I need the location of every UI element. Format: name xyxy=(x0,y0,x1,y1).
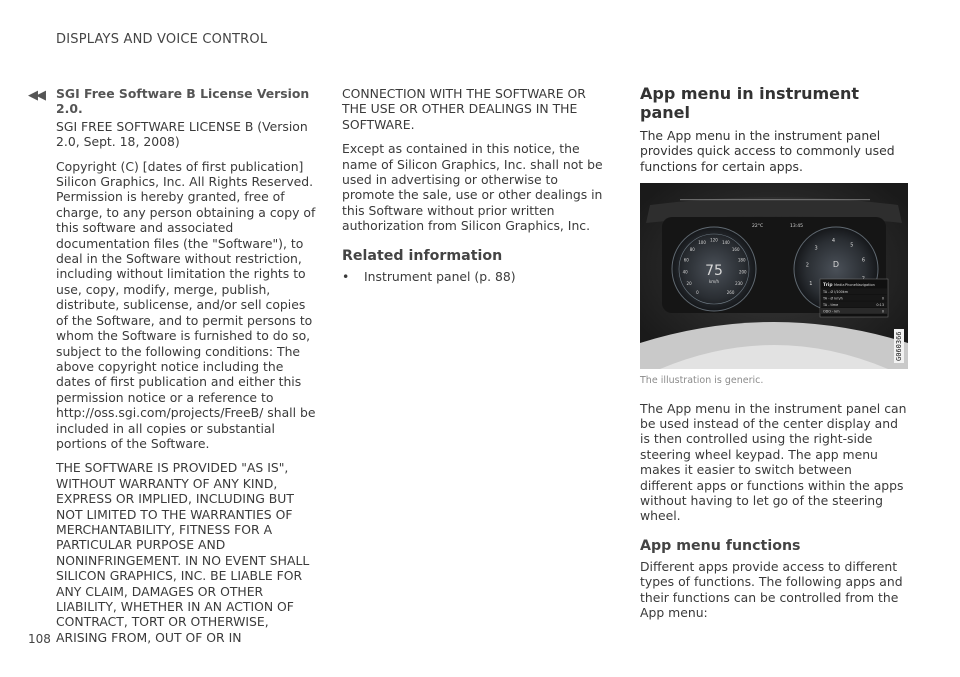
app-menu-body: The App menu in the instrument panel can be used instead of the center display and is then controlled using the right-side steering wheel keypad. The app menu makes it easier to switch between different apps or functions within the apps without having to let go of the steering wheel. xyxy=(640,400,907,524)
app-tab-phone: Phone xyxy=(845,283,856,288)
app-menu-intro: The App menu in the instrument panel provides quick access to commonly used functions for certain apps. xyxy=(640,128,895,174)
instrument-panel-link[interactable]: Instrument panel (p. 88) xyxy=(364,268,516,284)
speed-tick-0: 0 xyxy=(696,290,699,296)
license-subheading: SGI Free Software B License Version 2.0. xyxy=(56,86,310,117)
license-permission: Copyright (C) [dates of first publication] Silicon Graphics, Inc. All Rights Reserved. Permission is hereby granted, free of charge, to any person obtaining a copy of this software and associated documentation files (the "Software"), to deal in the Software without restriction, including without limitation the rights to use, copy, modify, merge, publish, distribute, sublicense, and/or sell copies of the Software, and to permit persons to whom the Software is furnished to do so, subject to the following conditions: The above copyright notice including the dates of first publication and either this permission notice or a reference to http://oss.sgi.com/projects/FreeB/ shall be included in all copies or substantial portions of the Software. xyxy=(56,158,316,451)
bullet-icon: • xyxy=(342,268,350,284)
license-version: SGI FREE SOFTWARE LICENSE B (Version 2.0, Sept. 18, 2008) xyxy=(56,118,308,150)
temperature-readout: 22°C xyxy=(752,224,764,230)
app-menu-column xyxy=(640,84,908,630)
app-menu-row-label: TA - time xyxy=(823,303,839,308)
app-menu-row-label: TA - Ø l/100km xyxy=(823,290,849,295)
license-name-notice: Except as contained in this notice, the name of Silicon Graphics, Inc. shall not be used in advertising or otherwise to promote the sale, use or other dealings in this Software without prior written authorization from Silicon Graphics, Inc. xyxy=(342,141,603,234)
app-menu-functions-text: Different apps provide access to different types of functions. The following apps and their functions can be controlled from the App menu: xyxy=(640,558,903,621)
app-menu-heading: App menu in instrument panel xyxy=(640,84,860,122)
license-column xyxy=(56,86,320,654)
rpm-tick-2: 2 xyxy=(805,262,809,269)
back-arrows-icon[interactable]: ◀◀ xyxy=(28,88,44,103)
app-menu-functions-heading: App menu functions xyxy=(640,537,801,554)
app-menu-row-value: 0 xyxy=(881,309,884,314)
license-warranty: THE SOFTWARE IS PROVIDED "AS IS", WITHOUT WARRANTY OF ANY KIND, EXPRESS OR IMPLIED, INCLUDING BUT NOT LIMITED TO THE WARRANTIES OF MERCHANTABILITY, FITNESS FOR A PARTICULAR PURPOSE AND NONINFRINGEMENT. IN NO EVENT SHALL SILICON GRAPHICS, INC. BE LIABLE FOR ANY CLAIM, DAMAGES OR OTHER LIABILITY, WHETHER IN AN ACTION OF CONTRACT, TORT OR OTHERWISE, ARISING FROM, OUT OF OR IN xyxy=(56,460,310,645)
app-tab-trip: Trip xyxy=(823,283,833,289)
speed-tick-40: 40 xyxy=(682,269,688,275)
speed-tick-230: 230 xyxy=(735,281,743,287)
rpm-tick-4: 4 xyxy=(831,238,836,245)
page-number: 108 xyxy=(28,632,51,646)
rpm-tick-5: 5 xyxy=(850,242,854,249)
app-menu-row-value: 0:13 xyxy=(876,303,884,308)
speed-tick-60: 60 xyxy=(683,257,689,263)
speed-tick-80: 80 xyxy=(689,247,695,253)
speed-tick-200: 200 xyxy=(738,269,747,275)
figure-code: G060366 xyxy=(894,329,904,363)
section-header: DISPLAYS AND VOICE CONTROL xyxy=(56,32,268,47)
instrument-cluster-drawing xyxy=(640,183,908,369)
rpm-tick-3: 3 xyxy=(814,245,818,252)
related-information-heading: Related information xyxy=(342,247,503,264)
gear-indicator: D xyxy=(832,260,840,270)
figure-caption: The illustration is generic. xyxy=(640,375,764,387)
related-link-item[interactable] xyxy=(342,269,614,284)
rpm-tick-6: 6 xyxy=(861,257,866,264)
speed-tick-260: 260 xyxy=(726,290,735,296)
speed-unit: km/h xyxy=(708,279,720,285)
speed-tick-180: 180 xyxy=(737,257,746,263)
license-warranty-continued: CONNECTION WITH THE SOFTWARE OR THE USE OR OTHER DEALINGS IN THE SOFTWARE. xyxy=(342,86,586,132)
speed-tick-20: 20 xyxy=(686,281,692,287)
app-menu-row-label: ODO - km xyxy=(823,309,840,314)
speed-tick-160: 160 xyxy=(731,247,740,253)
app-menu-row-label: TA - Ø km/h xyxy=(823,296,843,301)
speed-tick-140: 140 xyxy=(722,240,730,246)
clock-readout: 13:45 xyxy=(790,224,803,230)
speed-readout: 75 xyxy=(705,263,723,280)
instrument-panel-illustration xyxy=(640,183,908,369)
app-tab-navigation: Navigation xyxy=(856,283,875,288)
app-menu-row-value: 0 xyxy=(881,296,884,301)
speed-tick-100: 100 xyxy=(698,240,706,246)
ambient-light-strip xyxy=(680,199,870,200)
rpm-tick-1: 1 xyxy=(809,281,813,288)
app-menu-overlay xyxy=(820,279,888,317)
speed-tick-120: 120 xyxy=(710,237,718,243)
app-tab-media: Media xyxy=(834,283,845,288)
license-continued-column xyxy=(342,86,614,293)
